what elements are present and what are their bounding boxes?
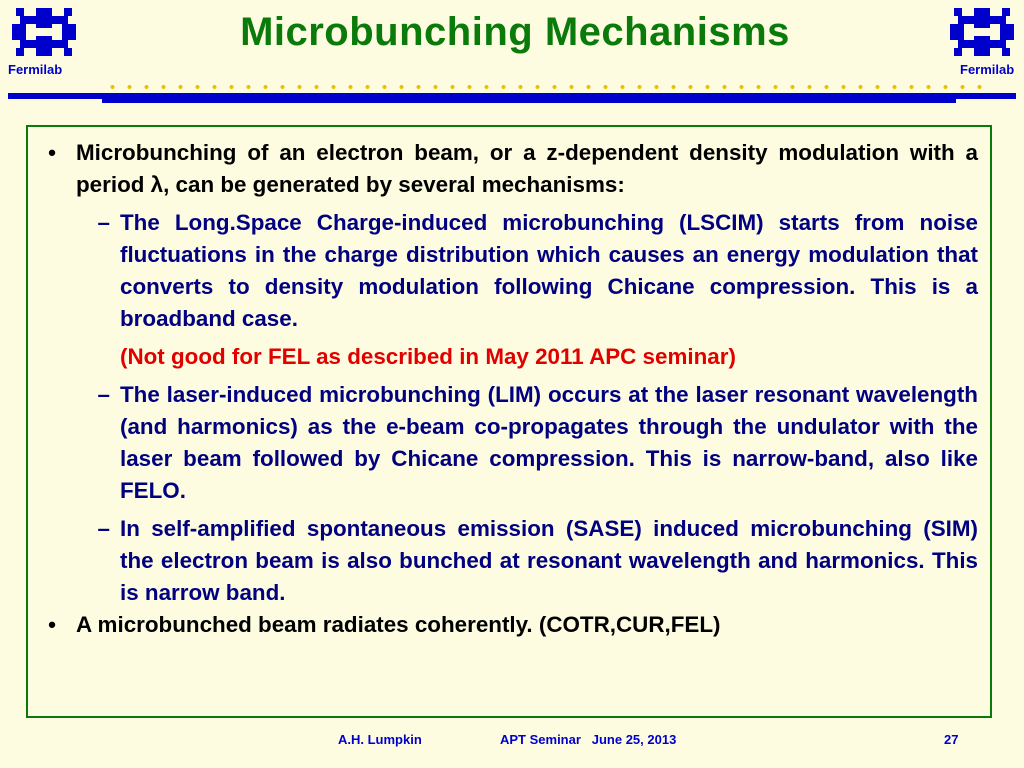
sub-item (28, 379, 978, 507)
header-bar-right (956, 93, 1016, 99)
footer-author: A.H. Lumpkin (338, 732, 422, 747)
fermilab-logo-right-icon (950, 8, 1014, 56)
logo-left-label: Fermilab (8, 62, 63, 77)
sub-text-2: The laser-induced microbunching (LIM) occurs at the laser resonant wavelength (and harmonics) as the e-beam co-propagates through the undulator with the laser beam followed by Chicane compression. This is narrow-band, also like FELO. (120, 382, 978, 503)
header-bar-main (102, 93, 956, 103)
content-box (26, 125, 992, 718)
sub-item (28, 207, 978, 335)
logo-right-label: Fermilab (960, 62, 1015, 77)
sub-item (28, 513, 978, 609)
fermilab-logo-left-icon (12, 8, 76, 56)
bullet-mark: • (48, 140, 56, 165)
dash-mark: – (97, 382, 110, 407)
bullet-mark: • (48, 612, 56, 637)
bullet-text-1: Microbunching of an electron beam, or a z-dependent density modulation with a period λ, can be generated by several mechanisms: (76, 140, 978, 197)
dash-mark: – (97, 210, 110, 235)
dotted-divider (104, 84, 984, 90)
note-text: (Not good for FEL as described in May 2011 APC seminar) (120, 344, 736, 369)
header-bar-left (8, 93, 102, 99)
footer-page-number: 27 (944, 732, 959, 747)
bullet-item (28, 137, 978, 201)
sub-text-1: The Long.Space Charge-induced microbunching (LSCIM) starts from noise fluctuations in the charge distribution which causes an energy modulation that converts to density modulation following Chicane compression. This is a broadband case. (120, 210, 978, 331)
sub-text-3: In self-amplified spontaneous emission (SASE) induced microbunching (SIM) the electron beam is also bunched at resonant wavelength and harmonics. This is narrow band. (120, 516, 978, 605)
slide-footer (0, 732, 1024, 752)
footer-event: APT Seminar June 25, 2013 (500, 732, 677, 747)
bullet-item (28, 609, 978, 641)
dash-mark: – (97, 516, 110, 541)
bullet-text-2: A microbunched beam radiates coherently. (COTR,CUR,FEL) (76, 612, 721, 637)
slide-title: Microbunching Mechanisms (240, 10, 790, 54)
